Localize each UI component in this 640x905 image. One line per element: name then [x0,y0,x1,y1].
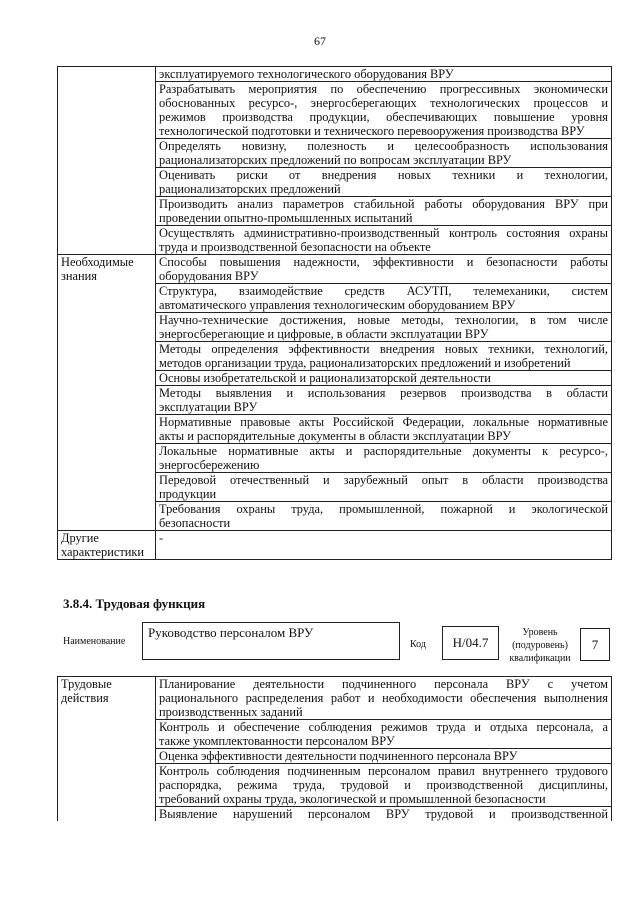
row-label [58,444,156,473]
table-row [58,284,612,313]
cell-line: рационализаторских предложений по вопросам эксплуатации ВРУ [159,153,512,167]
cell-line: Передовой отечественный и зарубежный опыт в области производства [159,473,608,487]
cell-line: продукции [159,487,217,501]
table-row [58,197,612,226]
cell-line: Планирование деятельности подчиненного персонала ВРУ с учетом [159,677,608,691]
code-label: Код [410,639,426,650]
table-cell [156,67,612,82]
cell-line: Локальные нормативные акты и распорядительные документы к ресурсо-, [159,444,608,458]
table-row [58,502,612,531]
level-label-line: квалификации [509,653,571,664]
cell-line: рационального распределения работ и необходимости обеспечения выполнения [159,691,608,705]
cell-line: Научно-технические достижения, новые методы, технологии, в том числе [159,313,608,327]
cell-line: эксплуатации ВРУ [159,400,258,414]
section-heading: 3.8.4. Трудовая функция [63,596,206,611]
row-label-other: Другие характеристики [58,531,156,560]
row-label [58,371,156,386]
code-field [442,626,499,660]
row-label [58,764,156,807]
table-cell [156,226,612,255]
cell-line: Основы изобретательской и рационализаторской деятельности [159,371,491,385]
row-label [58,284,156,313]
cell-line: обоснованных ресурсо-, энергосберегающих технологических процессов и [159,96,608,110]
cell-line: Методы определения эффективности внедрения новых техники, технологий, [159,342,608,356]
row-label [58,473,156,502]
cell-line: Разрабатывать мероприятия по обеспечению прогрессивных экономически [159,82,608,96]
row-label [58,749,156,764]
table-row [58,720,612,749]
table-row [58,415,612,444]
code-value: H/04.7 [452,635,489,650]
cell-line: Нормативные правовые акты Российской Федерации, локальные нормативные [159,415,608,429]
cell-line: рационализаторских предложений [159,182,341,196]
cell-line: производственных заданий [159,705,303,719]
row-label [58,386,156,415]
cell-line: Оценка эффективности деятельности подчиненного персонала ВРУ [159,749,518,763]
cell-line: технологической подготовки и технического перевооружения производства ВРУ [159,124,585,138]
cell-line: Производить анализ параметров стабильной работы оборудования ВРУ при [159,197,608,211]
table-cell [156,313,612,342]
table-cell [156,502,612,531]
table-row [58,764,612,807]
cell-line: - [159,531,164,545]
table-cell [156,473,612,502]
row-label-knowledge: Необходимые знания [58,255,156,284]
row-label [58,197,156,226]
cell-line: Определять новизну, полезность и целесообразность использования [159,139,608,153]
table-row [58,313,612,342]
row-label [58,502,156,531]
table-row [58,386,612,415]
cell-line: Оценивать риски от внедрения новых техники и технологии, [159,168,608,182]
cell-line: автоматического управления технологическим оборудованием ВРУ [159,298,516,312]
cell-line: Структура, взаимодействие средств АСУТП, телемеханики, систем [159,284,608,298]
row-label [58,168,156,197]
table-cell [156,342,612,371]
row-label [58,807,156,822]
cell-line: акты и распорядительные документы в области эксплуатации ВРУ [159,429,511,443]
table-cell [156,284,612,313]
table-cell [156,139,612,168]
row-label-actions: Трудовые действия [58,677,156,720]
cell-line: Способы повышения надежности, эффективности и безопасности работы [159,255,608,269]
cell-line: энергосберегающие и цифровые, в области эксплуатации ВРУ [159,327,489,341]
name-label: Наименование [63,636,126,647]
row-label [58,139,156,168]
table-row [58,226,612,255]
table-row [58,749,612,764]
table-cell [156,764,612,807]
name-field [142,622,400,660]
row-label [58,342,156,371]
table-row [58,342,612,371]
cell-line: труда и производственной безопасности на объекте [159,240,431,254]
page-number: 67 [314,34,326,48]
table-cell [156,415,612,444]
table-cell [156,720,612,749]
table-cell [156,197,612,226]
level-label-line: Уровень [522,627,558,638]
cell-line: также укомплектованности персоналом ВРУ [159,734,395,748]
cell-line: энергосбережению [159,458,260,472]
row-label [58,415,156,444]
cell-line: требований охраны труда, экологической и промышленной безопасности [159,792,546,806]
table-row [58,531,612,560]
cell-line: распорядка, режима труда, трудовой и производственной дисциплины, [159,778,608,792]
table-cell [156,255,612,284]
table-row [58,371,612,386]
cell-line: Выявление нарушений персоналом ВРУ трудовой и производственной [159,807,608,821]
table-cell [156,531,612,560]
cell-line: Методы выявления и использования резервов производства в области [159,386,608,400]
cell-line: Контроль соблюдения подчиненным персоналом правил внутреннего трудового [159,764,608,778]
row-label [58,67,156,82]
table-row [58,444,612,473]
name-value: Руководство персоналом ВРУ [148,625,314,640]
row-label [58,313,156,342]
cell-line: методов организации труда, рационализаторских предложений и изобретений [159,356,571,370]
requirements-table [57,66,612,560]
table-row [58,168,612,197]
table-row [58,473,612,502]
cell-line: Требования охраны труда, промышленной, пожарной и экологической [159,502,608,516]
actions-table [57,676,612,821]
table-cell [156,807,612,822]
cell-line: проведении опытно-промышленных испытаний [159,211,413,225]
level-field [580,628,610,661]
table-row [58,139,612,168]
cell-line: Осуществлять административно-производственный контроль состояния охраны [159,226,608,240]
level-label [500,626,580,665]
table-cell [156,82,612,139]
row-label [58,82,156,139]
row-label [58,226,156,255]
table-row [58,82,612,139]
table-cell [156,749,612,764]
table-cell [156,677,612,720]
cell-line: режимов производства продукции, обеспечивающих повышение уровня [159,110,608,124]
table-row [58,255,612,284]
cell-line: эксплуатируемого технологического оборудования ВРУ [159,67,454,81]
table-row [58,677,612,720]
table-cell [156,386,612,415]
cell-line: оборудования ВРУ [159,269,259,283]
table-row [58,67,612,82]
level-value: 7 [591,636,599,652]
cell-line: Контроль и обеспечение соблюдения режимов труда и отдыха персонала, а [159,720,608,734]
level-label-line: (подуровень) [512,640,568,651]
row-label [58,720,156,749]
cell-line: безопасности [159,516,231,530]
table-cell [156,444,612,473]
table-cell [156,168,612,197]
table-cell [156,371,612,386]
table-row [58,807,612,822]
